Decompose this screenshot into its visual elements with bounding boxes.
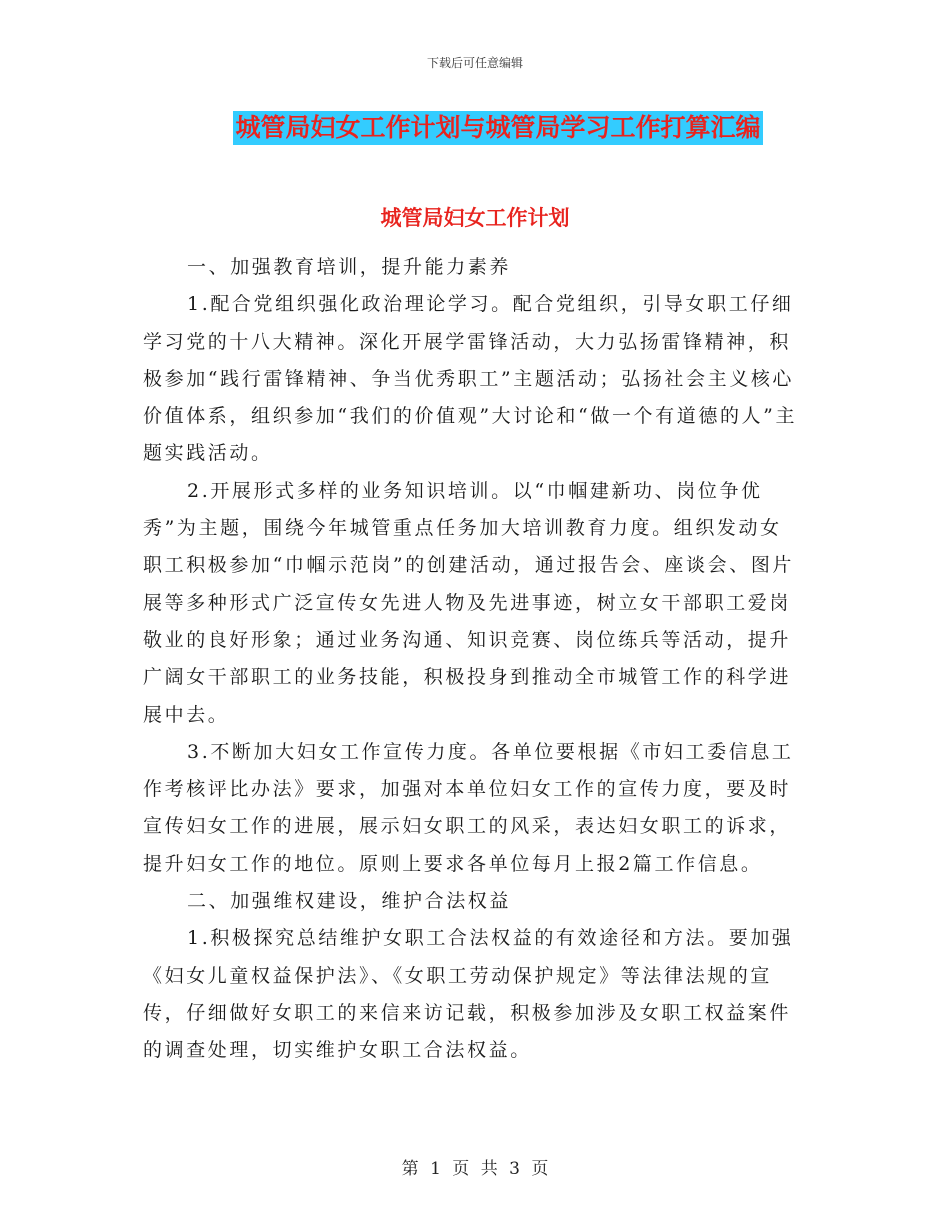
heading-paragraph: 一、加强教育培训，提升能力素养: [187, 256, 512, 278]
document-title-container: [0, 111, 950, 145]
heading-paragraph: 二、加强维权建设，维护合法权益: [187, 890, 512, 913]
document-title: 城管局妇女工作计划与城管局学习工作打算汇编: [233, 111, 762, 145]
body-paragraph: 2.开展形式多样的业务知识培训。以“巾帼建新功、岗位争优秀”为主题，围绕今年城管重点任务加大培训教育力度。组织发动女职工积极参加“巾帼示范岗”的创建活动，通过报告会、座谈会、图片展等多种形式广泛宣传女先进人物及先进事迹，树立女干部职工爱岗敬业的良好形象；通过业务沟通、知识竞赛、岗位练兵等活动，提升广阔女干部职工的业务技能，积极投身到推动全市城管工作的科学进展中去。: [143, 479, 795, 726]
page-number-footer: 第 1 页 共 3 页: [401, 1159, 549, 1179]
header-note: 下载后可任意编辑: [426, 56, 523, 70]
body-paragraph: 1.配合党组织强化政治理论学习。配合党组织，引导女职工仔细学习党的十八大精神。深化开展学雷锋活动，大力弘扬雷锋精神，积极参加“践行雷锋精神、争当优秀职工”主题活动；弘扬社会主义核心价值体系，组织参加“我们的价值观”大讨论和“做一个有道德的人”主题实践活动。: [143, 293, 798, 465]
document-body: [143, 249, 803, 1070]
section-title: 城管局妇女工作计划: [380, 206, 570, 230]
body-paragraph: 1.积极探究总结维护女职工合法权益的有效途径和方法。要加强《妇女儿童权益保护法》、《女职工劳动保护规定》等法律法规的宣传，仔细做好女职工的来信来访记载，积极参加涉及女职工权益案件的调查处理，切实维护女职工合法权益。: [143, 927, 794, 1062]
body-paragraph: 3.不断加大妇女工作宣传力度。各单位要根据《市妇工委信息工作考核评比办法》要求，加强对本单位妇女工作的宣传力度，要及时宣传妇女工作的进展，展示妇女职工的风采，表达妇女职工的诉求，提升妇女工作的地位。原则上要求各单位每月上报2篇工作信息。: [143, 740, 794, 875]
